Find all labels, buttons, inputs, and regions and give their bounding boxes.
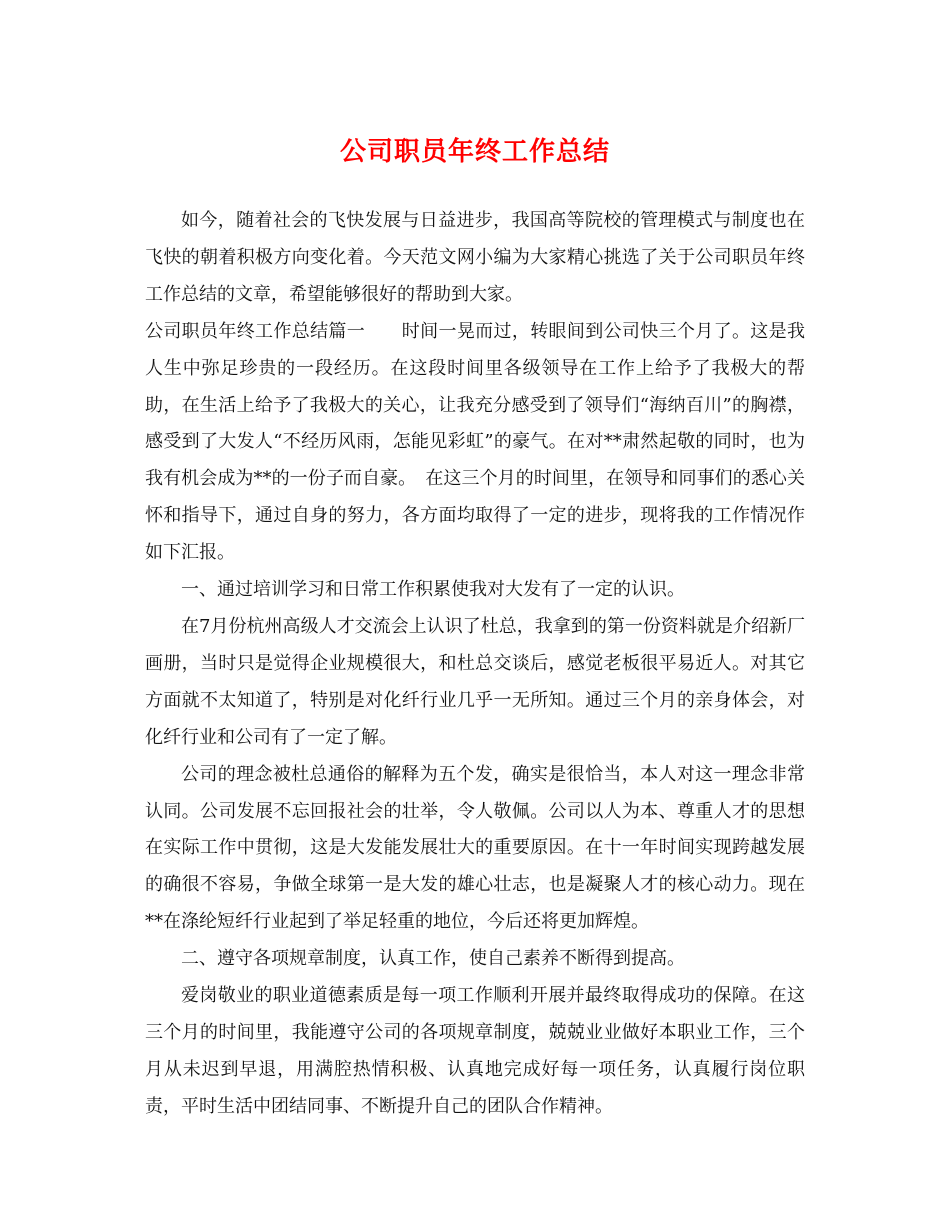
paragraph-first-impression: 在7月份杭州高级人才交流会上认识了杜总，我拿到的第一份资料就是介绍新厂画册，当时只是觉得企业规模很大，和杜总交谈后，感觉老板很平易近人。对其它方面就不太知道了，特别是对化纤行业几乎一无所知。通过三个月的亲身体会，对化纤行业和公司有了一定了解。 bbox=[145, 615, 805, 748]
section-heading-one: 一、通过培训学习和日常工作积累使我对大发有了一定的认识。 bbox=[181, 579, 685, 601]
paragraph-intro: 如今，随着社会的飞快发展与日益进步，我国高等院校的管理模式与制度也在飞快的朝着积极方向变化着。今天范文网小编为大家精心挑选了关于公司职员年终工作总结的文章，希望能够很好的帮助到大家。 bbox=[145, 210, 805, 305]
paragraph-work-ethic: 爱岗敬业的职业道德素质是每一项工作顺利开展并最终取得成功的保障。在这三个月的时间里，我能遵守公司的各项规章制度，兢兢业业做好本职业工作，三个月从未迟到早退，用满腔热情积极、认真地完成好每一项任务，认真履行岗位职责，平时生活中团结同事、不断提升自己的团队合作精神。 bbox=[145, 985, 805, 1117]
document-body bbox=[145, 203, 805, 1126]
paragraph-company-philosophy: 公司的理念被杜总通俗的解释为五个发，确实是很恰当，本人对这一理念非常认同。公司发展不忘回报社会的壮举，令人敬佩。公司以人为本、尊重人才的思想在实际工作中贯彻，这是大发能发展壮大的重要原因。在十一年时间实现跨越发展的确很不容易，争做全球第一是大发的雄心壮志，也是凝聚人才的核心动力。现在**在涤纶短纤行业起到了举足轻重的地位，今后还将更加辉煌。 bbox=[145, 763, 805, 933]
section-heading-two: 二、遵守各项规章制度，认真工作，使自己素养不断得到提高。 bbox=[181, 948, 685, 970]
page-title: 公司职员年终工作总结 bbox=[339, 137, 610, 167]
paragraph-part-one: 公司职员年终工作总结篇一 时间一晃而过，转眼间到公司快三个月了。这是我人生中弥足珍贵的一段经历。在这段时间里各级领导在工作上给予了我极大的帮助，在生活上给予了我极大的关心，让我充分感受到了领导们“海纳百川”的胸襟，感受到了大发人“不经历风雨，怎能见彩虹”的豪气。在对**肃然起敬的同时，也为我有机会成为**的一份子而自豪。 在这三个月的时间里，在领导和同事们的悉心关怀和指导下，通过自身的努力，各方面均取得了一定的进步，现将我的工作情况作如下汇报。 bbox=[145, 320, 805, 564]
